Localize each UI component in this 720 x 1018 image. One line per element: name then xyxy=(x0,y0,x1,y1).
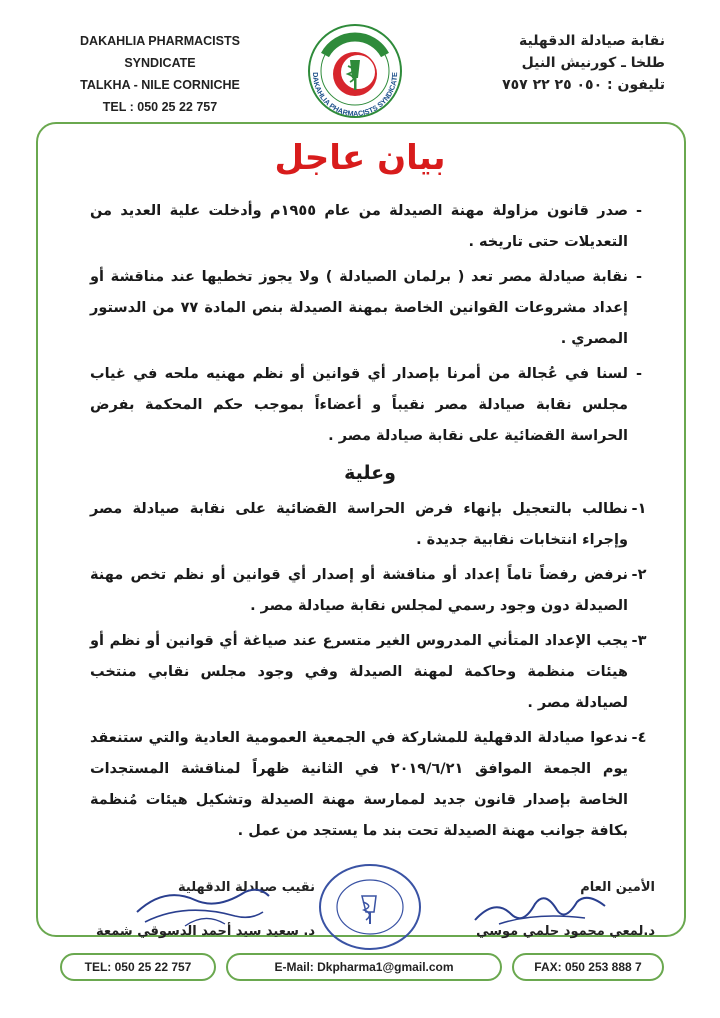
secretary-name: د.لمعي محمود حلمي موسي xyxy=(476,924,655,939)
header-english-block xyxy=(60,30,260,118)
logo-arc-text: DAKAHLIA PHARMACISTS SYNDICATE xyxy=(310,72,400,119)
paragraph-marker: - xyxy=(635,269,643,285)
head-title: نقيب صيادلة الدقهلية xyxy=(178,880,315,895)
point-text: ندعوا صيادلة الدقهلية للمشاركة في الجمعية العمومية العادية والتي ستنعقد يوم الجمعة الموافق ٢٠١٩/٦/٢١ في الثانية ظهراً لمناقشة المستجدات الخاصة بإصدار قانون جديد لممارسة مهنة الصيدلة وتشكيل هيئات مُنظمة بكافة جوانب مهنة الصيدلة تحت بند ما يستجد من عمل . xyxy=(90,730,628,839)
footer-contacts xyxy=(0,953,720,983)
point-number: ٣- xyxy=(631,633,647,649)
numbered-point xyxy=(90,626,650,719)
point-number: ٤- xyxy=(631,730,647,746)
point-text: نرفض رفضاً تاماً إعداد أو مناقشة أو إصدار أي قوانين أو نظم تخص مهنة الصيدلة دون وجود رسمي لمجلس نقابة صيادلة مصر . xyxy=(90,567,628,614)
point-number: ٢- xyxy=(631,567,647,583)
paragraph xyxy=(90,262,650,355)
section-subheading: وعلية xyxy=(344,462,396,484)
header-arabic-line-2: طلخا ـ كورنيش النيل xyxy=(521,55,665,71)
header-english-line-2: TALKHA - NILE CORNICHE xyxy=(80,78,240,92)
numbered-point xyxy=(90,723,650,847)
paragraph-text: نقابة صيادلة مصر تعد ( برلمان الصيادلة ) ولا يجوز تخطيها عند مناقشة أو إعداد مشروعات القوانين الخاصة بمهنة الصيدلة بنص المادة ٧٧ من الدستور المصري . xyxy=(90,269,629,347)
numbered-point xyxy=(90,560,650,622)
point-number: ١- xyxy=(631,501,647,517)
page-title: بيان عاجل xyxy=(274,138,446,178)
secretary-title: الأمين العام xyxy=(580,880,655,895)
paragraph-text: صدر قانون مزاولة مهنة الصيدلة من عام ١٩٥٥م وأدخلت علية العديد من التعديلات حتى تاريخه . xyxy=(90,203,628,250)
head-handwritten-signature xyxy=(125,882,275,930)
numbered-point xyxy=(90,494,650,556)
point-text: يجب الإعداد المتأني المدروس الغير متسرع عند صياغة أي قوانين أو نظم أو هيئات منظمة وحاكمة لمهنة الصيدلة وفي وجود مجلس نقابي منتخب لصيادلة مصر . xyxy=(90,633,628,711)
footer-fax: FAX: 050 253 888 7 xyxy=(512,953,664,981)
paragraph xyxy=(90,196,650,258)
paragraph xyxy=(90,359,650,452)
point-text: نطالب بالتعجيل بإنهاء فرض الحراسة القضائية على نقابة صيادلة مصر وإجراء انتخابات نقابية جديدة . xyxy=(90,501,628,548)
official-stamp xyxy=(318,862,422,952)
syndicate-logo xyxy=(300,22,410,120)
head-name: د. سعيد سيد أحمد الدسوقي شمعة xyxy=(96,924,315,939)
header-arabic-line-3: تليفون : ٠٥٠ ٢٥ ٢٢ ٧٥٧ xyxy=(502,77,665,93)
header-arabic-line-1: نقابة صيادلة الدقهلية xyxy=(519,33,665,49)
header-arabic-block xyxy=(455,30,665,96)
header-english-line-3: TEL : 050 25 22 757 xyxy=(102,100,218,114)
paragraph-marker: - xyxy=(635,366,643,382)
footer-email: E-Mail: Dkpharma1@gmail.com xyxy=(226,953,502,981)
footer-tel: TEL: 050 25 22 757 xyxy=(60,953,216,981)
secretary-signature-block xyxy=(455,880,655,939)
paragraph-marker: - xyxy=(635,203,643,219)
statement-body xyxy=(90,196,650,851)
head-signature-block xyxy=(85,880,315,939)
paragraph-text: لسنا في عُجالة من أمرنا بإصدار أي قوانين أو نظم مهنيه ملحه في غياب مجلس نقابة صيادلة مصر نقيباً و أعضاءاً بموجب حكم المحكمة بفرض الحراسة القضائية على نقابة صيادلة مصر . xyxy=(90,366,628,444)
header-english-line-1: DAKAHLIA PHARMACISTS SYNDICATE xyxy=(80,34,240,70)
